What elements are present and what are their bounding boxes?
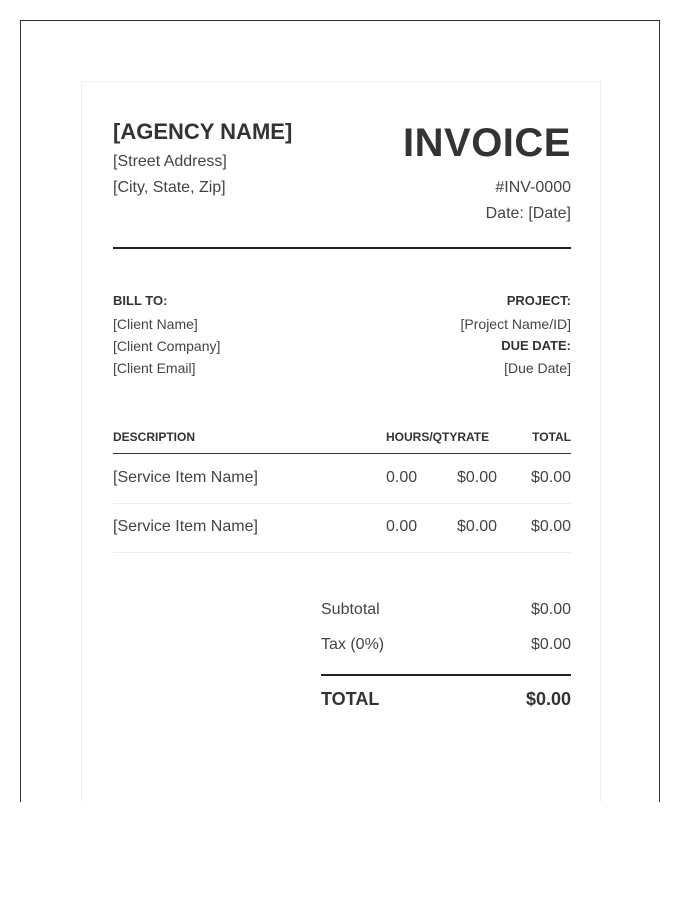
tax-label: Tax (0%) bbox=[321, 636, 385, 653]
project-label: PROJECT: bbox=[506, 293, 571, 308]
due-date-label: DUE DATE: bbox=[501, 338, 571, 353]
grand-total-value: $0.00 bbox=[525, 689, 571, 709]
column-header-description: DESCRIPTION bbox=[113, 430, 196, 444]
row-rate: $0.00 bbox=[457, 469, 498, 486]
client-name: [Client Name] bbox=[113, 316, 198, 332]
row-rate: $0.00 bbox=[457, 518, 498, 535]
agency-name: [AGENCY NAME] bbox=[113, 119, 293, 144]
client-company: [Client Company] bbox=[113, 338, 221, 354]
subtotal-label: Subtotal bbox=[321, 601, 380, 618]
totals-divider bbox=[321, 674, 571, 676]
table-row bbox=[113, 454, 571, 504]
row-total: $0.00 bbox=[530, 469, 571, 486]
invoice-number: #INV-0000 bbox=[495, 179, 571, 196]
subtotal-value: $0.00 bbox=[530, 601, 571, 618]
client-email: [Client Email] bbox=[113, 360, 196, 376]
column-header-qty-rate: HOURS/QTYRATE bbox=[386, 430, 490, 444]
agency-city: [City, State, Zip] bbox=[113, 179, 226, 196]
column-header-total: TOTAL bbox=[532, 430, 571, 444]
header-divider bbox=[113, 247, 571, 249]
due-date-value: [Due Date] bbox=[504, 360, 571, 376]
row-qty: 0.00 bbox=[386, 518, 418, 535]
grand-total-label: TOTAL bbox=[321, 689, 380, 709]
row-qty: 0.00 bbox=[386, 469, 418, 486]
project-value: [Project Name/ID] bbox=[460, 316, 571, 332]
invoice-card bbox=[81, 81, 601, 802]
row-total: $0.00 bbox=[530, 518, 571, 535]
table-row bbox=[113, 503, 571, 553]
bill-to-label: BILL TO: bbox=[113, 293, 168, 308]
tax-value: $0.00 bbox=[530, 636, 571, 653]
row-description: [Service Item Name] bbox=[113, 518, 258, 535]
row-description: [Service Item Name] bbox=[113, 469, 258, 486]
invoice-date: Date: [Date] bbox=[485, 205, 571, 222]
agency-street: [Street Address] bbox=[113, 153, 227, 170]
invoice-title: INVOICE bbox=[403, 121, 571, 165]
